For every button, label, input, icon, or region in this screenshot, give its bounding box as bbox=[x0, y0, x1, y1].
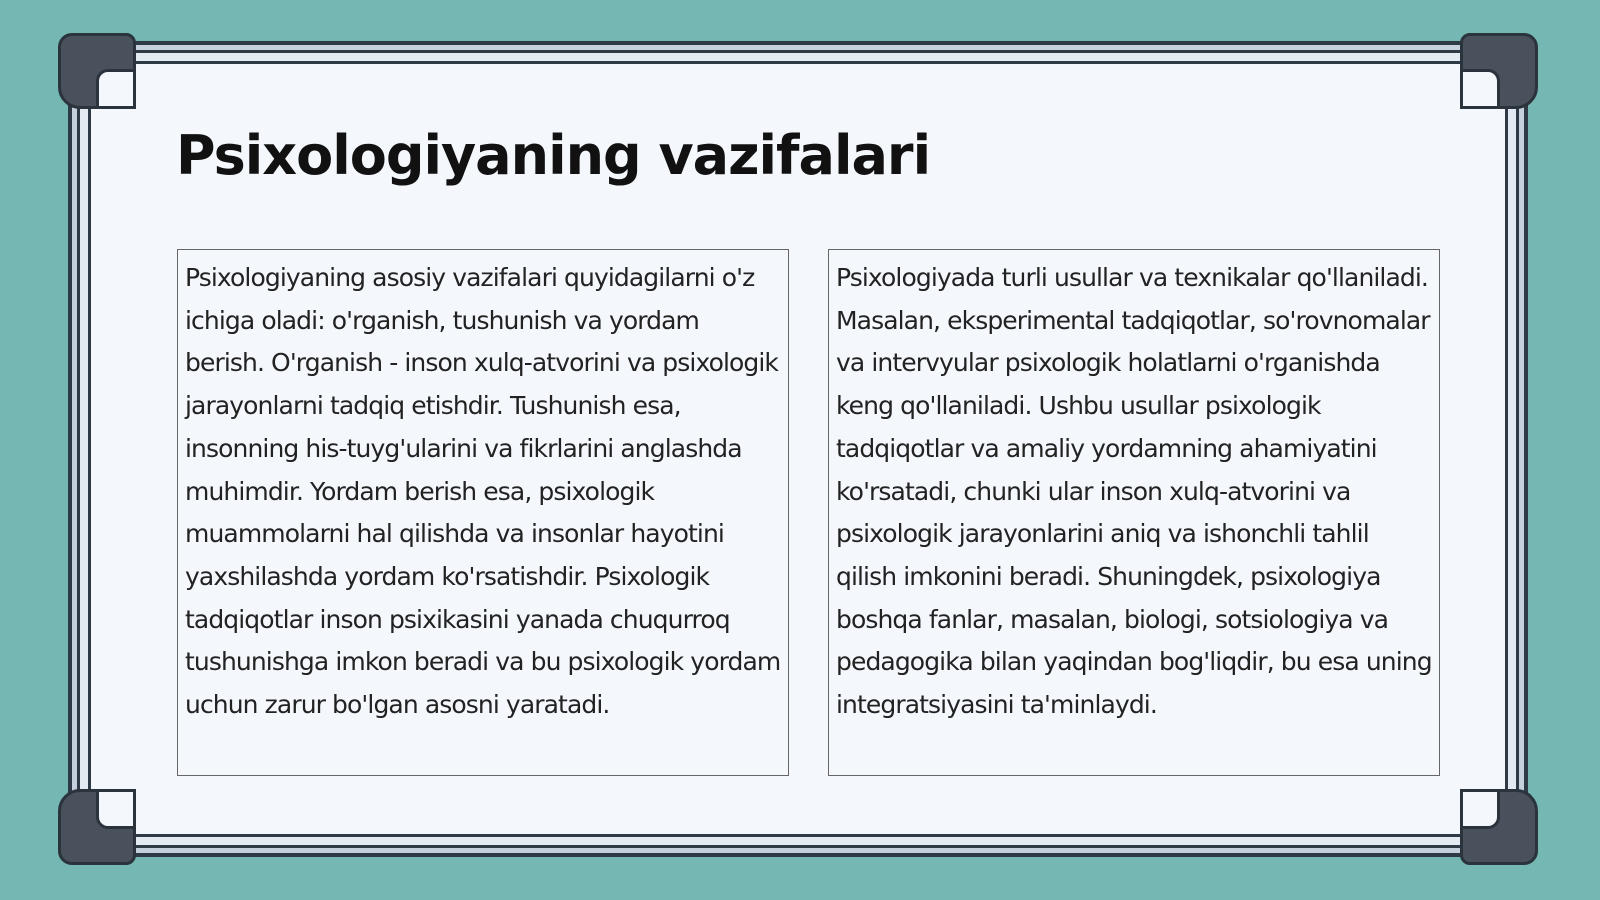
left-text-box[interactable] bbox=[177, 249, 789, 776]
right-text-box[interactable] bbox=[828, 249, 1440, 776]
frame-corner-bottom-right bbox=[1460, 789, 1538, 865]
frame-corner-bottom-left bbox=[58, 789, 136, 865]
frame-corner-top-left bbox=[58, 33, 136, 109]
left-paragraph: Psixologiyaning asosiy vazifalari quyidagilarni o'z ichiga oladi: o'rganish, tushunish va yordam berish. O'rganish - inson xulq-atvorini va psixologik jarayonlarni tadqiq etishdir. Tushunish esa, insonning his-tuyg'ularini va fikrlarini anglashda muhimdir. Yordam berish esa, psixologik muammolarni hal qilishda va insonlar hayotini yaxshilashda yordam ko'rsatishdir. Psixologik tadqiqotlar inson psixikasini yanada chuqurroq tushunishga imkon beradi va bu psixologik yordam uchun zarur bo'lgan asosni yaratadi. bbox=[185, 263, 781, 720]
slide-title: Psixologiyaning vazifalari bbox=[176, 124, 931, 187]
right-paragraph: Psixologiyada turli usullar va texnikalar qo'llaniladi. Masalan, eksperimental tadqiqotlar, so'rovnomalar va intervyular psixologik holatlarni o'rganishda keng qo'llaniladi. Ushbu usullar psixologik tadqiqotlar va amaliy yordamning ahamiyatini ko'rsatadi, chunki ular inson xulq-atvorini va psixologik jarayonlarini aniq va ishonchli tahlil qilish imkonini beradi. Shuningdek, psixologiya boshqa fanlar, masalan, biologi, sotsiologiya va pedagogika bilan yaqindan bog'liqdir, bu esa uning integratsiyasini ta'minlaydi. bbox=[836, 263, 1432, 720]
frame-corner-top-right bbox=[1460, 33, 1538, 109]
